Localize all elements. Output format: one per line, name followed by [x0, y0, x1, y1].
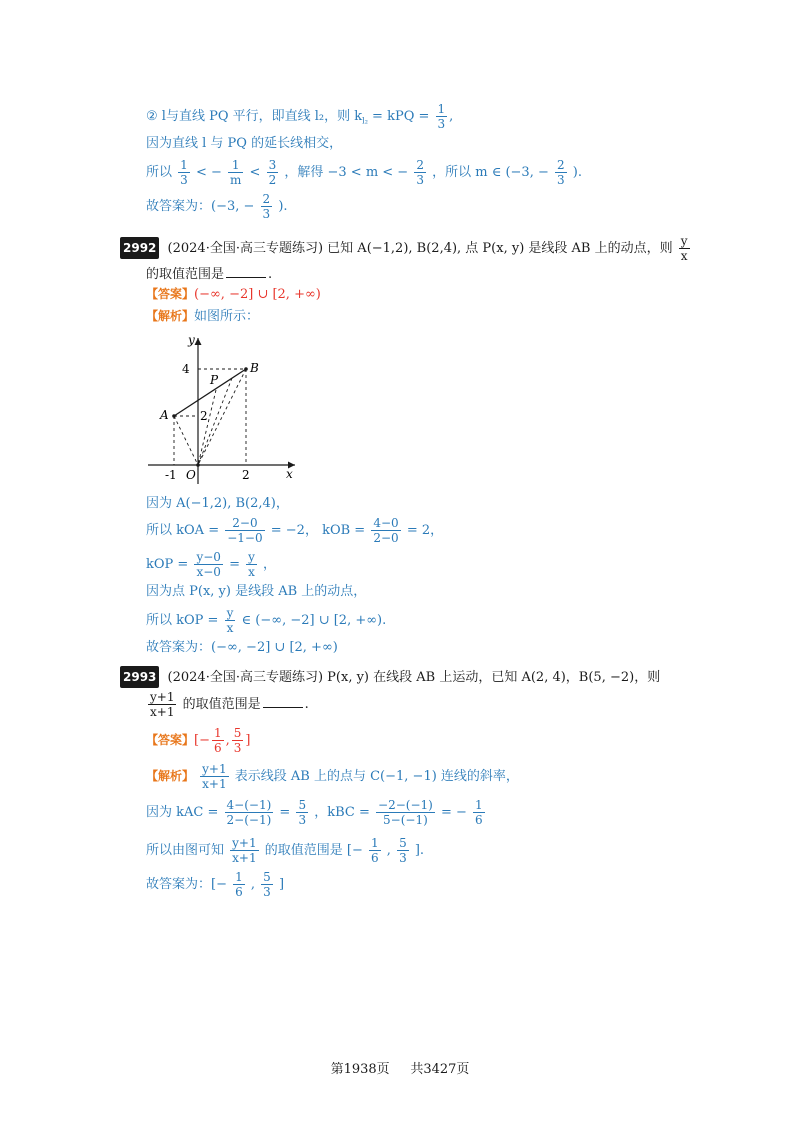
text: ② l与直线 PQ 平行，即直线 l₂，则 k [146, 109, 363, 124]
prev-line-2: 因为直线 l 与 PQ 的延长线相交， [146, 136, 343, 151]
fraction: $\frac{-2-(-1)}{5-(-1)}$ [378, 798, 433, 827]
prev-line-1: ② l与直线 PQ 平行，即直线 l₂，则 $k_{l_2}$ = kPQ = $\frac{1}{3}$ , [146, 102, 454, 131]
fraction: $\frac{y}{x}$ [226, 606, 234, 635]
answer-text: [− $\frac{1}{6}$ , $\frac{5}{3}$ ] [194, 726, 251, 755]
analysis-2993-a2: 因为 kAC = $\frac{4-(-1)}{2-(-1)}$ = $\frac{5}{3}$ ，kBC = $\frac{-2-(-1)}{5-(-1)}$ = − $\frac{1}{6}$ [146, 798, 483, 827]
fraction: $\frac{1}{3}$ [180, 158, 188, 187]
prev-line-3: 所以 $\frac{1}{3}$ < − $\frac{1}{m}$ < $\frac{3}{2}$ ，解得 −3 < m < − $\frac{2}{3}$ ，所以 m ∈ (−3, − $\frac{2}{3}$ ). [146, 158, 583, 187]
text: = kPQ = [372, 109, 430, 124]
fraction: $\frac{y+1}{x+1}$ [202, 762, 227, 791]
analysis-tag: 【解析】 [146, 769, 195, 783]
analysis-2993-a4: 故答案为：[− $\frac{1}{6}$ , $\frac{5}{3}$ ] [146, 870, 285, 899]
answer-tag: 【答案】 [146, 733, 195, 747]
fraction: $\frac{2}{3}$ [416, 158, 424, 187]
fraction: $\frac{3}{2}$ [268, 158, 277, 187]
fraction: $\frac{5}{3}$ [399, 836, 407, 865]
fraction: $\frac{5}{3}$ [263, 870, 271, 899]
fraction: $\frac{y+1}{x+1}$ [232, 836, 257, 865]
answer-blank [226, 277, 266, 278]
point-a-label: A [160, 408, 169, 422]
question-number: 2993 [120, 666, 159, 688]
question-2993-stem-2: $\frac{y+1}{x+1}$ 的取值范围是 . [150, 690, 309, 719]
analysis-2992-s1: 因为 A(−1,2), B(2,4)， [146, 496, 289, 511]
tick-minus-1: -1 [165, 468, 177, 482]
fraction: $\frac{y+1}{x+1}$ [150, 690, 175, 719]
analysis-tag: 【解析】 [146, 309, 195, 323]
answer-blank [263, 707, 303, 708]
answer-text: (−∞, −2] ∪ [2, +∞) [194, 287, 321, 302]
prev-line-4: 故答案为：(−3, − $\frac{2}{3}$ ). [146, 192, 288, 221]
fraction: $\frac{4-(-1)}{2-(-1)}$ [226, 798, 272, 827]
tick-2-y: 2 [200, 409, 208, 423]
question-2993-stem: 2993 (2024·全国·高三专题练习) P(x, y) 在线段 AB 上运动，已知 A(2, 4)，B(5, −2)，则 [120, 666, 660, 688]
answer-2992 [146, 284, 321, 305]
question-2992-stem: 2992 (2024·全国·高三专题练习) 已知 A(−1,2), B(2,4), 点 P(x, y) 是线段 AB 上的动点，则 $\frac{y}{x}$ [120, 234, 692, 263]
analysis-2992-s4: 因为点 P(x, y) 是线段 AB 上的动点， [146, 584, 367, 599]
analysis-2993-a3: 所以由图可知 $\frac{y+1}{x+1}$ 的取值范围是 [− $\frac{1}{6}$ , $\frac{5}{3}$ ]. [146, 836, 425, 865]
fraction: $\frac{2}{3}$ [262, 192, 271, 221]
question-number: 2992 [120, 237, 159, 259]
x-axis-label: x [286, 467, 293, 481]
analysis-2992-s6: 故答案为：(−∞, −2] ∪ [2, +∞) [146, 640, 338, 655]
fraction: $\frac{y}{x}$ [248, 550, 255, 579]
answer-2993 [146, 726, 250, 755]
fraction: $\frac{2}{3}$ [557, 158, 565, 187]
analysis-2992-s2: 所以 kOA = $\frac{2-0}{-1-0}$ = −2， kOB = $\frac{4-0}{2-0}$ = 2， [146, 516, 444, 545]
tick-4: 4 [182, 362, 190, 376]
point-p-label: P [210, 373, 219, 387]
analysis-2993-a1: 【解析】 $\frac{y+1}{x+1}$ 表示线段 AB 上的点与 C(−1, −1) 连线的斜率， [146, 762, 519, 791]
fraction: $\frac{1}{m}$ [230, 158, 242, 187]
answer-tag: 【答案】 [146, 287, 195, 301]
fraction: $\frac{5}{3}$ [298, 798, 307, 827]
fraction: $\frac{1}{3}$ [437, 102, 446, 131]
page-number: 第1938页 [330, 1062, 390, 1077]
fraction: $\frac{1}{6}$ [371, 836, 379, 865]
tick-2-x: 2 [242, 468, 250, 482]
text: 如图所示： [194, 309, 260, 324]
question-2992-stem-2: 的取值范围是 . [146, 267, 273, 282]
analysis-2992-s3: kOP = $\frac{y-0}{x-0}$ = $\frac{y}{x}$ ， [146, 550, 277, 579]
fraction: $\frac{2-0}{-1-0}$ [227, 516, 263, 545]
fraction: $\frac{1}{6}$ [475, 798, 483, 827]
analysis-2992 [146, 306, 259, 327]
origin-label: O [186, 468, 196, 482]
fraction: $\frac{1}{6}$ [235, 870, 243, 899]
coordinate-graph [140, 326, 310, 486]
fraction: $\frac{y-0}{x-0}$ [196, 550, 221, 579]
analysis-2992-s5: 所以 kOP = $\frac{y}{x}$ ∈ (−∞, −2] ∪ [2, +∞). [146, 606, 387, 635]
total-pages: 共3427页 [410, 1062, 470, 1077]
fraction: $\frac{y}{x}$ [680, 234, 688, 263]
y-axis-label: y [188, 333, 195, 347]
page-footer [0, 1058, 800, 1077]
fraction: $\frac{4-0}{2-0}$ [373, 516, 399, 545]
point-b-label: B [250, 361, 259, 375]
